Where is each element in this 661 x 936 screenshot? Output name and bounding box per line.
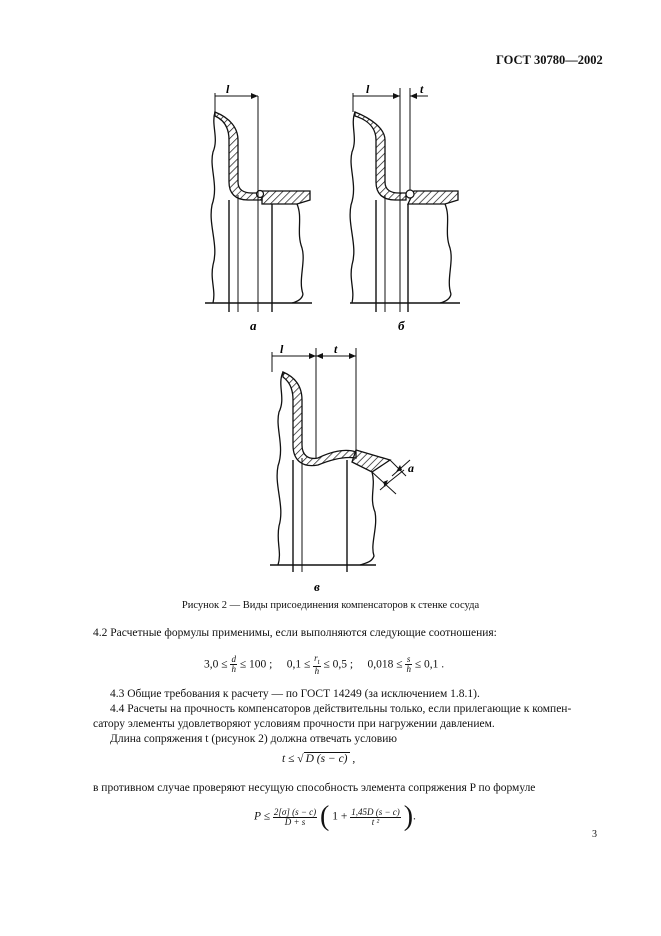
formula-conditions bbox=[204, 654, 444, 676]
paragraph-4-2: 4.2 Расчетные формулы применимы, если выполняются следующие соотношения: bbox=[93, 627, 497, 639]
label-a-v: a bbox=[408, 461, 414, 475]
cond1-right: ≤ 100 ; bbox=[239, 658, 273, 671]
fraction-r-h: $\frac{r_t}{h}$ bbox=[314, 653, 320, 676]
cond3-left: 0,018 ≤ bbox=[367, 658, 403, 671]
paren-open: ( bbox=[320, 801, 330, 832]
figure-caption: Рисунок 2 — Виды присоединения компенсаторов к стенке сосуда bbox=[181, 600, 480, 611]
label-l-a: l bbox=[226, 82, 230, 96]
cond3-right: ≤ 0,1 . bbox=[414, 658, 445, 671]
page-number: 3 bbox=[592, 829, 597, 840]
fraction-secondary: $\frac{1,45D (s - c)}{\text{t ²}}$ bbox=[351, 806, 400, 827]
sub-label-v: в bbox=[314, 579, 320, 594]
label-t-v: t bbox=[334, 342, 338, 356]
fraction-d-h: $\frac{d}{h}$ bbox=[231, 654, 236, 675]
figure-b bbox=[350, 88, 460, 312]
paragraph-4-3: 4.3 Общие требования к расчету — по ГОСТ 14249 (за исключением 1.8.1). bbox=[110, 688, 480, 700]
label-l-b: l bbox=[366, 82, 370, 96]
sub-label-b: б bbox=[398, 318, 405, 333]
paren-close: ) bbox=[403, 801, 414, 832]
t-leq: t ≤ bbox=[282, 753, 295, 765]
paragraph-otherwise: в противном случае проверяют несущую способность элемента сопряжения P по формуле bbox=[93, 782, 536, 794]
cond2-right: ≤ 0,5 ; bbox=[323, 658, 354, 671]
formula-end: . bbox=[413, 810, 416, 823]
sqrt-radicand: D (s − c) bbox=[305, 753, 348, 765]
formula-t-condition bbox=[282, 753, 355, 765]
p-leq: P ≤ bbox=[254, 810, 271, 823]
cond2-left: 0,1 ≤ bbox=[286, 658, 311, 671]
fraction-s-h: $\frac{s}{h}$ bbox=[406, 654, 411, 675]
formula-pressure bbox=[254, 801, 416, 833]
fraction-main: $\frac{2[\sigma] (s - c)}{D + s}$ bbox=[273, 806, 317, 827]
figure-a bbox=[205, 93, 312, 312]
sqrt-symbol: √ bbox=[297, 753, 304, 765]
sub-label-a: а bbox=[250, 318, 257, 333]
paragraph-4-4-line2: сатору элементы удовлетворяют условиям прочности при нагружении давлением. bbox=[93, 718, 495, 730]
label-l-v: l bbox=[280, 342, 284, 356]
label-t-b: t bbox=[420, 82, 424, 96]
t-comma: , bbox=[352, 753, 356, 765]
one-plus: 1 + bbox=[332, 810, 348, 823]
paragraph-length-condition: Длина сопряжения t (рисунок 2) должна отвечать условию bbox=[110, 733, 397, 745]
figure-v bbox=[270, 348, 410, 572]
cond1-left: 3,0 ≤ bbox=[204, 658, 228, 671]
standard-header: ГОСТ 30780—2002 bbox=[496, 53, 603, 67]
paragraph-4-4-line1: 4.4 Расчеты на прочность компенсаторов действительны только, если прилегающие к компен- bbox=[110, 703, 572, 715]
